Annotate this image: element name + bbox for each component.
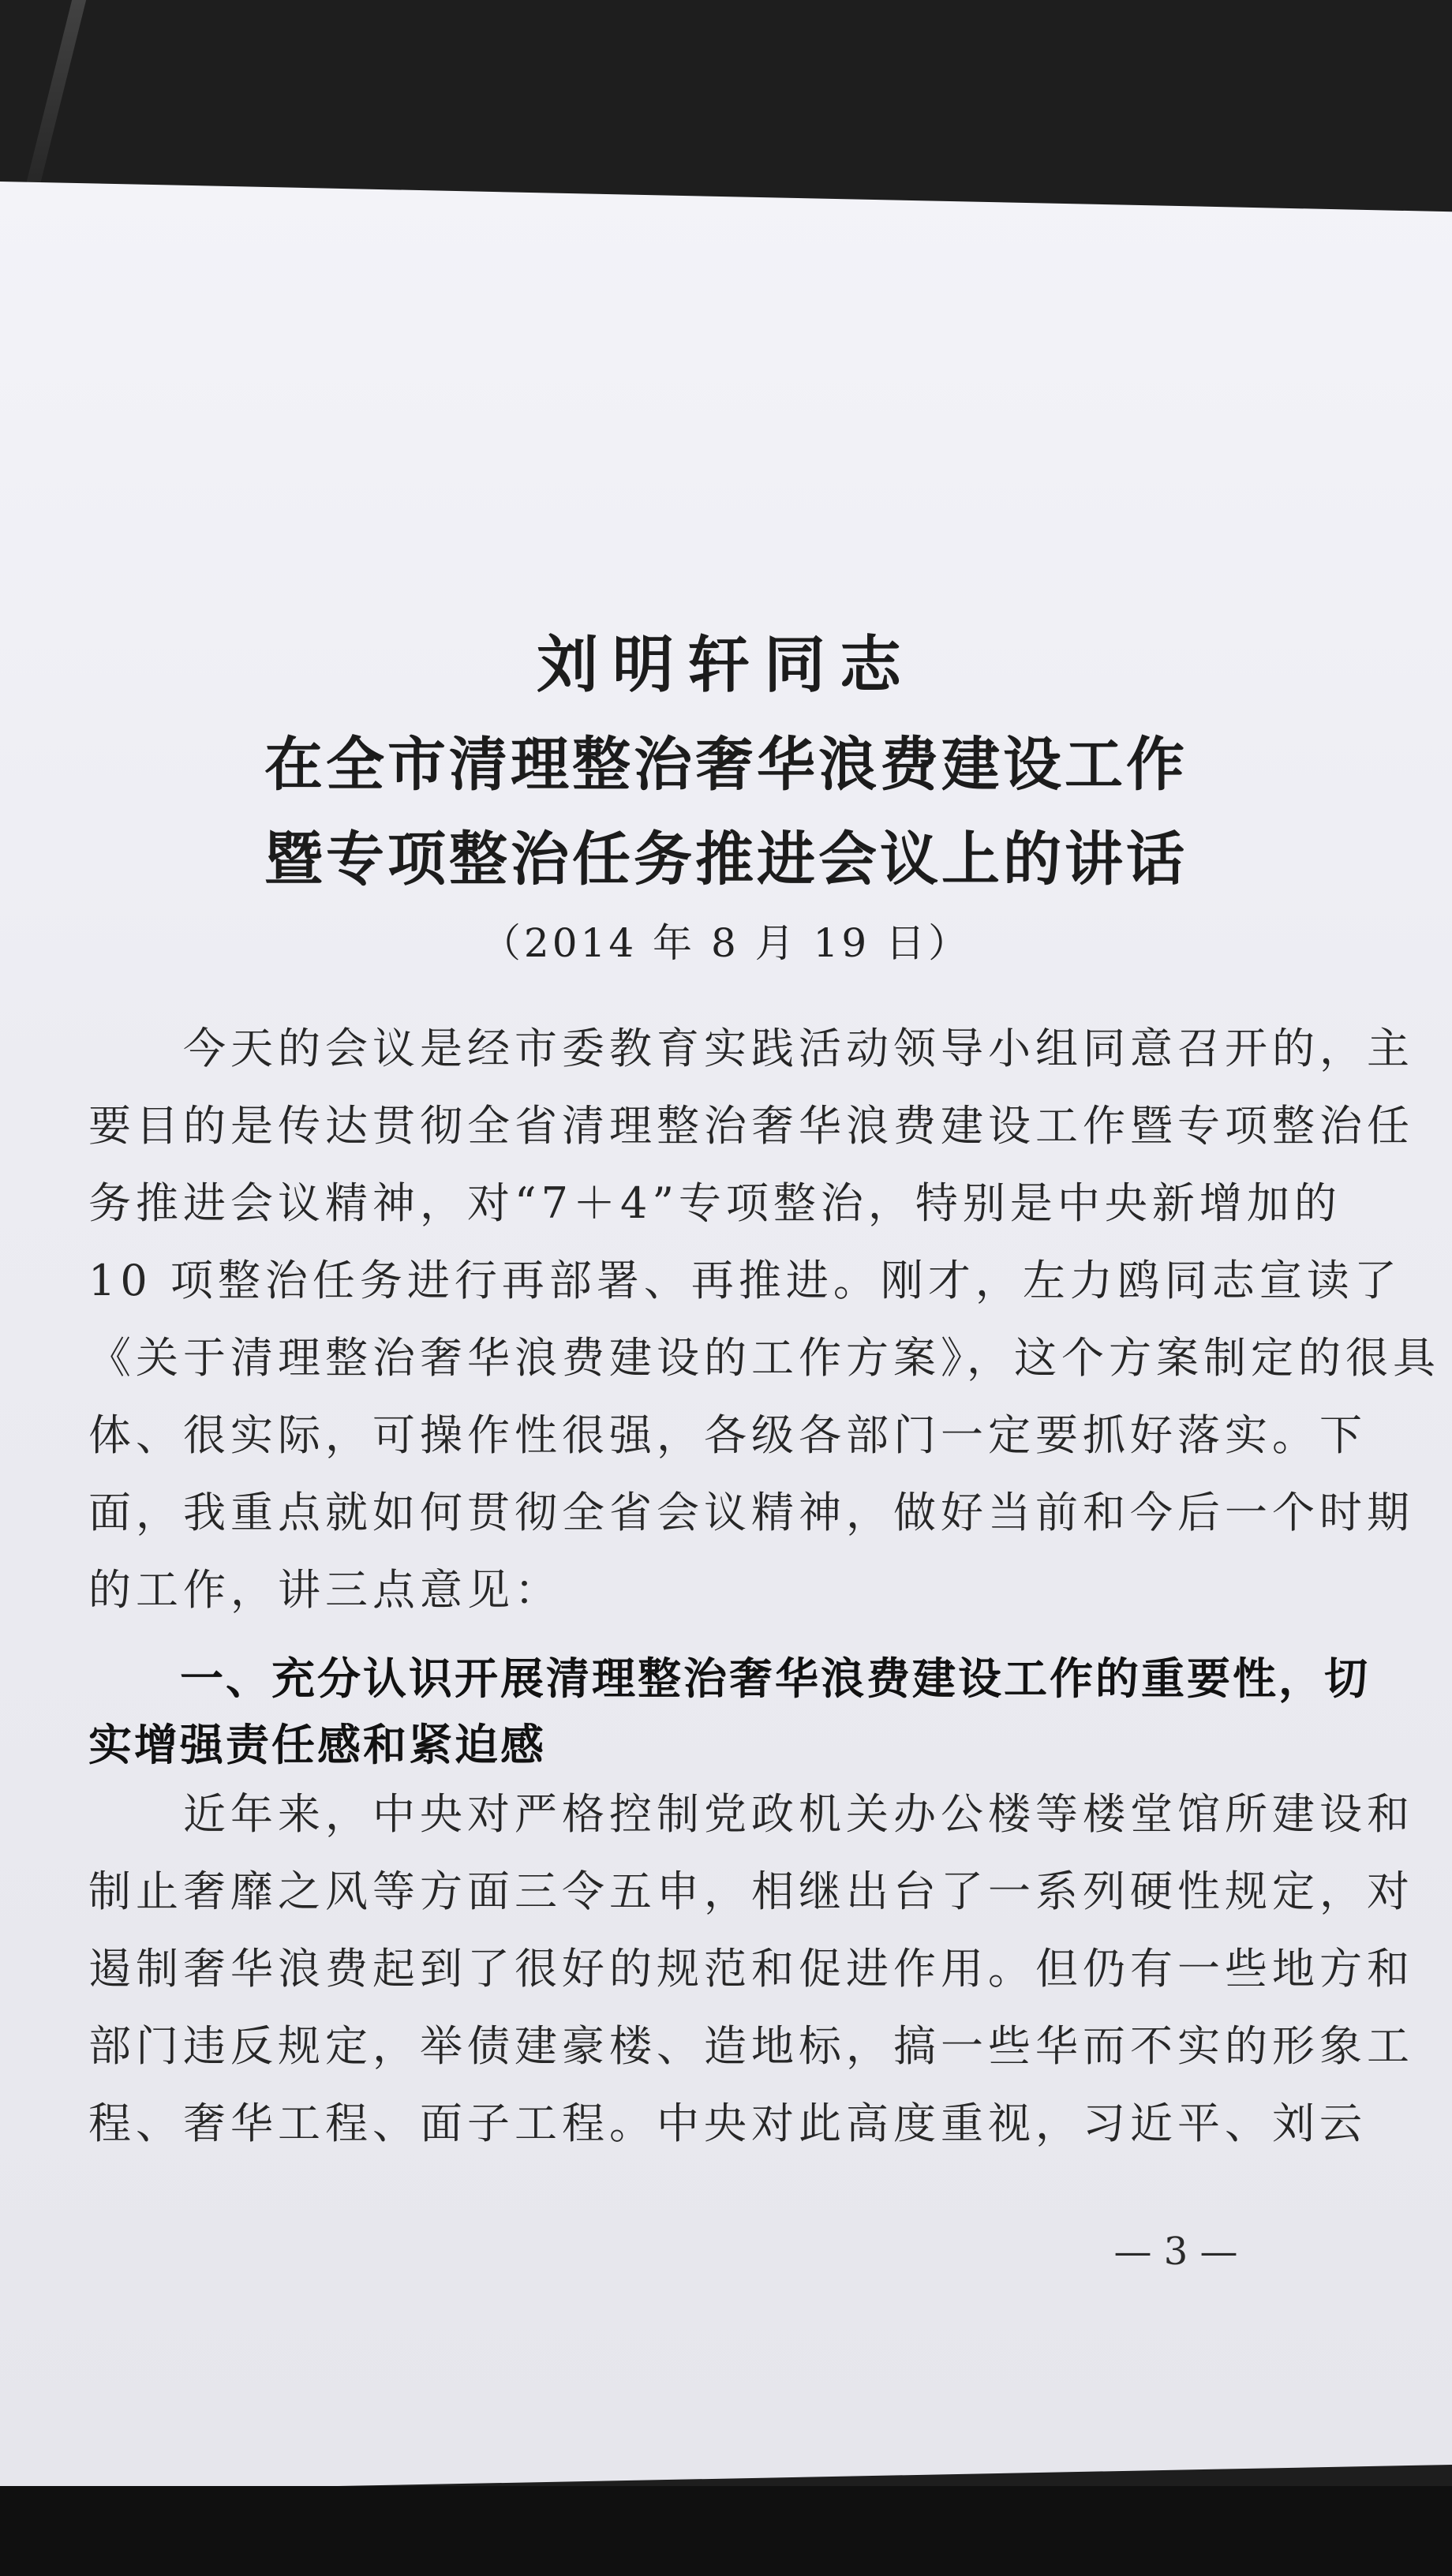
section-heading-line: 实增强责任感和紧迫感 — [88, 1720, 547, 1770]
body-line: 遏制奢华浪费起到了很好的规范和促进作用。但仍有一些地方和 — [88, 1944, 1414, 1994]
meeting-title-line-1: 在全市清理整治奢华浪费建设工作 — [264, 731, 1188, 799]
speaker-title: 刘明轩同志 — [536, 630, 915, 701]
intro-line: 的工作，讲三点意见： — [88, 1565, 562, 1615]
intro-line: 面，我重点就如何贯彻全省会议精神，做好当前和今后一个时期 — [88, 1488, 1414, 1537]
meeting-title-line-2: 暨专项整治任务推进会议上的讲话 — [264, 826, 1188, 893]
section-heading-line: 一、充分认识开展清理整治奢华浪费建设工作的重要性，切 — [88, 1653, 1371, 1704]
intro-line: 务推进会议精神，对“7＋4”专项整治，特别是中央新增加的 — [88, 1178, 1342, 1228]
intro-line: 今天的会议是经市委教育实践活动领导小组同意召开的，主 — [88, 1024, 1414, 1073]
body-line: 制止奢靡之风等方面三令五申，相继出台了一系列硬性规定，对 — [88, 1866, 1414, 1916]
intro-line: 体、很实际，可操作性很强，各级各部门一定要抓好落实。下 — [88, 1410, 1367, 1460]
body-line: 部门违反规定，举债建豪楼、造地标，搞一些华而不实的形象工 — [88, 2021, 1414, 2071]
intro-line: 10 项整治任务进行再部署、再推进。刚才，左力鸥同志宣读了 — [88, 1256, 1401, 1305]
section-heading — [88, 1646, 1371, 1778]
intro-line: 要目的是传达贯彻全省清理整治奢华浪费建设工作暨专项整治任 — [88, 1101, 1414, 1151]
body-line: 近年来，中央对严格控制党政机关办公楼等楼堂馆所建设和 — [88, 1789, 1414, 1839]
body-line: 程、奢华工程、面子工程。中央对此高度重视，习近平、刘云 — [88, 2099, 1367, 2148]
body-paragraph — [88, 1776, 1414, 2162]
intro-paragraph — [88, 1010, 1440, 1629]
desk-background — [23, 0, 86, 197]
desk-shadow — [0, 2486, 1452, 2576]
page-number: — 3 — — [1113, 2230, 1238, 2274]
speech-date: （2014 年 8 月 19 日） — [481, 920, 971, 966]
intro-line: 《关于清理整治奢华浪费建设的工作方案》，这个方案制定的很具 — [88, 1333, 1440, 1383]
